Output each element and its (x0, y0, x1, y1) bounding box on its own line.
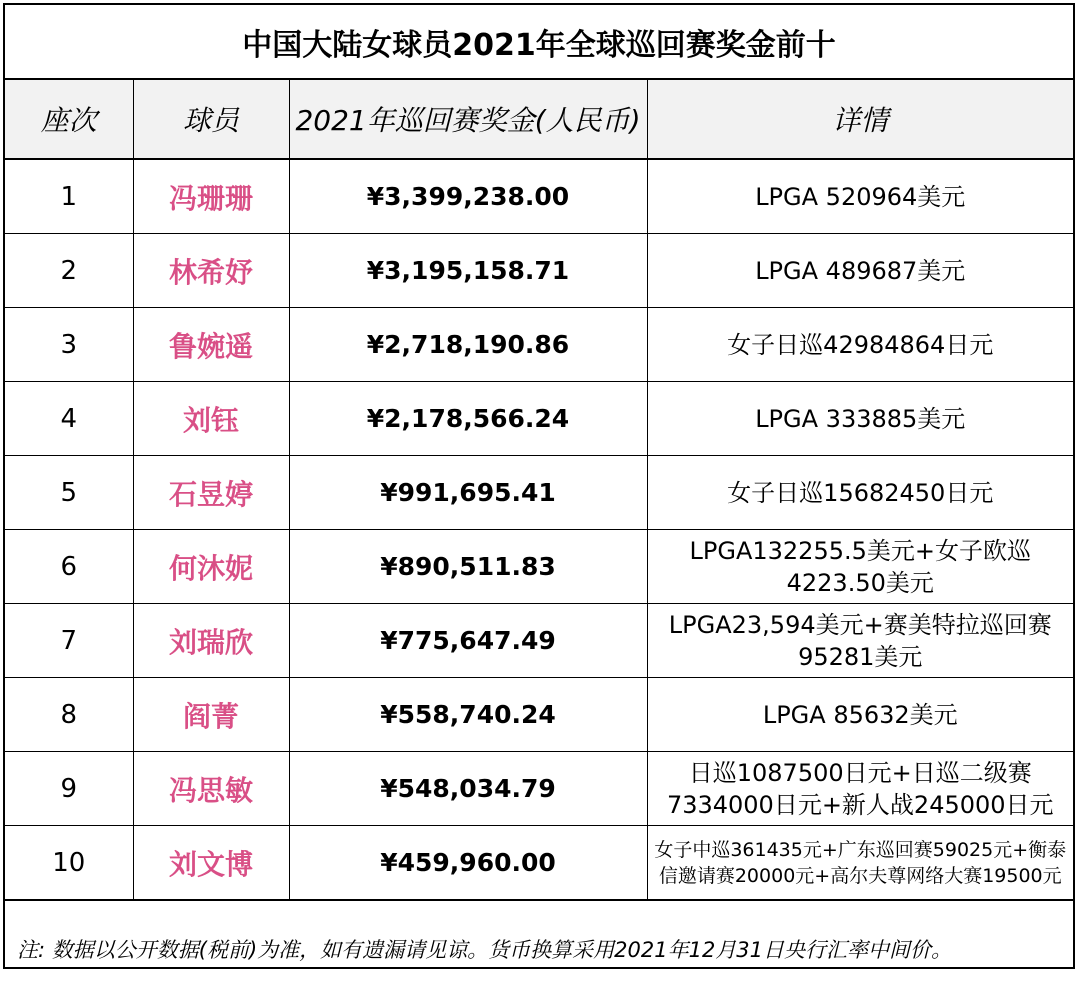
table-row (5, 308, 1073, 382)
prize-amount: ¥2,718,190.86 (289, 308, 647, 382)
header-rank: 座次 (5, 79, 133, 159)
player-name: 刘钰 (133, 382, 289, 456)
prize-amount: ¥3,195,158.71 (289, 234, 647, 308)
player-name: 鲁婉遥 (133, 308, 289, 382)
prize-amount: ¥775,647.49 (289, 604, 647, 678)
rank-cell: 8 (5, 678, 133, 752)
prize-detail: 日巡1087500日元+日巡二级赛7334000日元+新人战245000日元 (647, 752, 1073, 826)
player-name: 刘瑞欣 (133, 604, 289, 678)
rank-cell: 10 (5, 826, 133, 901)
prize-amount: ¥3,399,238.00 (289, 159, 647, 234)
header-detail: 详情 (647, 79, 1073, 159)
table-row (5, 530, 1073, 604)
table-row (5, 234, 1073, 308)
player-name: 石昱婷 (133, 456, 289, 530)
table-row (5, 382, 1073, 456)
table-row (5, 678, 1073, 752)
prize-detail: LPGA23,594美元+赛美特拉巡回赛95281美元 (647, 604, 1073, 678)
note-row (5, 900, 1073, 997)
rank-cell: 1 (5, 159, 133, 234)
table-row (5, 604, 1073, 678)
prize-amount: ¥558,740.24 (289, 678, 647, 752)
prize-table-frame (3, 3, 1075, 969)
rank-cell: 4 (5, 382, 133, 456)
table-row (5, 826, 1073, 901)
rank-cell: 2 (5, 234, 133, 308)
rank-cell: 7 (5, 604, 133, 678)
table-row (5, 752, 1073, 826)
prize-table (5, 5, 1073, 997)
prize-detail: LPGA 333885美元 (647, 382, 1073, 456)
rank-cell: 3 (5, 308, 133, 382)
player-name: 何沐妮 (133, 530, 289, 604)
rank-cell: 6 (5, 530, 133, 604)
rank-cell: 9 (5, 752, 133, 826)
player-name: 阎菁 (133, 678, 289, 752)
prize-amount: ¥890,511.83 (289, 530, 647, 604)
prize-amount: ¥991,695.41 (289, 456, 647, 530)
player-name: 冯思敏 (133, 752, 289, 826)
player-name: 林希妤 (133, 234, 289, 308)
prize-detail: 女子中巡361435元+广东巡回赛59025元+衡泰信邀请赛20000元+高尔夫尊网络大赛19500元 (647, 826, 1073, 901)
rank-cell: 5 (5, 456, 133, 530)
player-name: 冯珊珊 (133, 159, 289, 234)
table-row (5, 159, 1073, 234)
prize-detail: LPGA132255.5美元+女子欧巡4223.50美元 (647, 530, 1073, 604)
prize-amount: ¥459,960.00 (289, 826, 647, 901)
prize-detail: LPGA 489687美元 (647, 234, 1073, 308)
prize-amount: ¥548,034.79 (289, 752, 647, 826)
table-title: 中国大陆女球员2021年全球巡回赛奖金前十 (5, 5, 1073, 79)
header-prize: 2021年巡回赛奖金(人民币) (289, 79, 647, 159)
title-row (5, 5, 1073, 79)
prize-amount: ¥2,178,566.24 (289, 382, 647, 456)
prize-detail: 女子日巡15682450日元 (647, 456, 1073, 530)
footnote: 注: 数据以公开数据(税前)为准，如有遗漏请见谅。货币换算采用2021年12月31日央行汇率中间价。 (5, 900, 1073, 997)
prize-detail: 女子日巡42984864日元 (647, 308, 1073, 382)
prize-detail: LPGA 520964美元 (647, 159, 1073, 234)
player-name: 刘文博 (133, 826, 289, 901)
header-row (5, 79, 1073, 159)
header-player: 球员 (133, 79, 289, 159)
table-row (5, 456, 1073, 530)
prize-detail: LPGA 85632美元 (647, 678, 1073, 752)
